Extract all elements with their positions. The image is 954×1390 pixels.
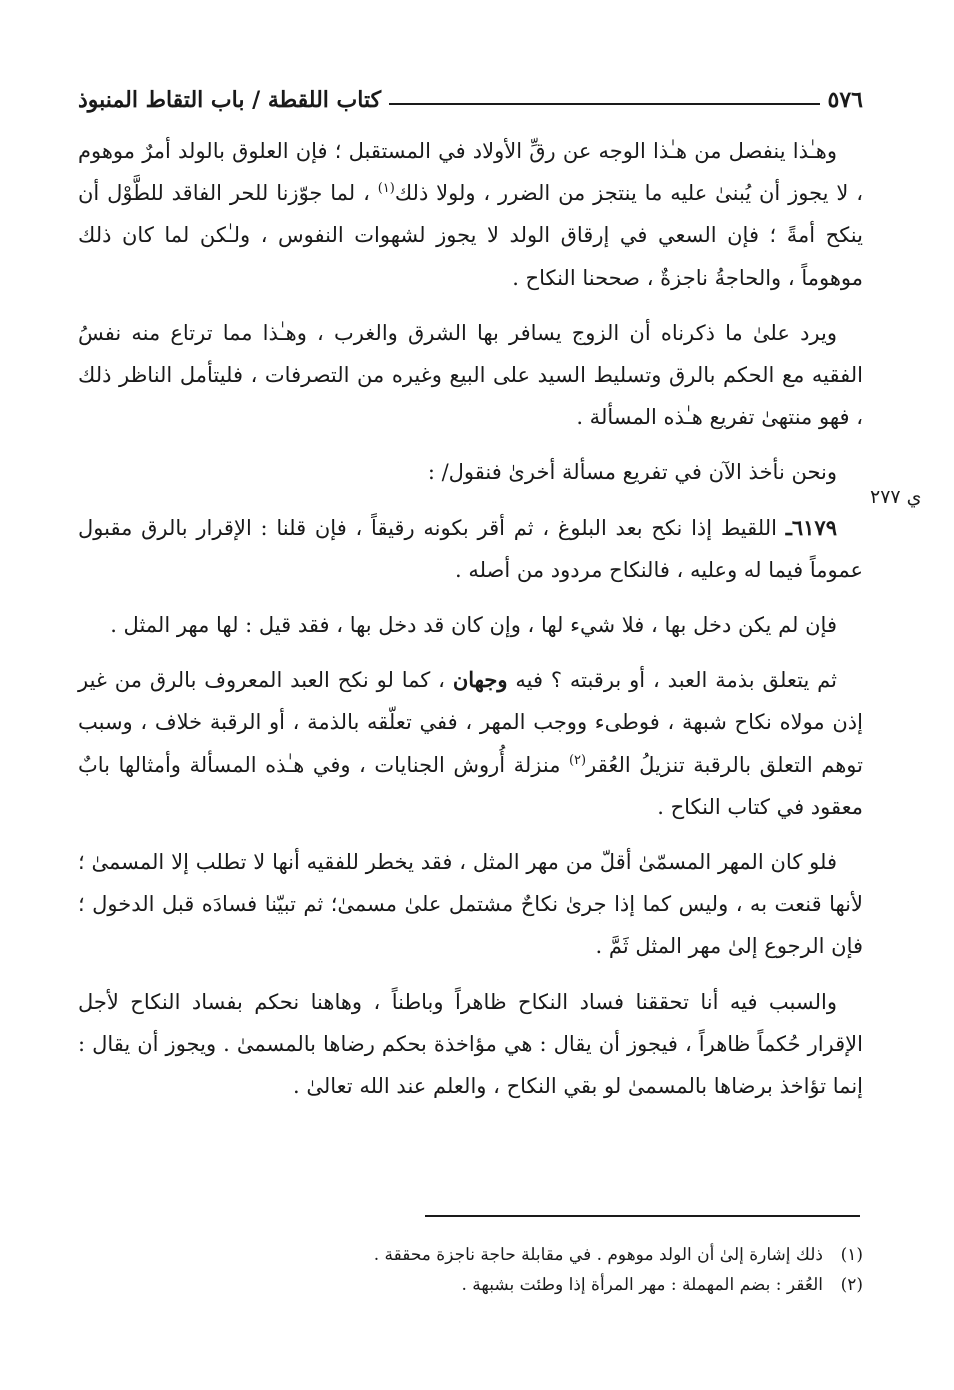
page-number: ٥٧٦ [827,87,863,113]
running-title: كتاب اللقطة / باب التقاط المنبوذ [78,87,382,113]
text-run: ويرد علىٰ ما ذكرناه أن الزوج يسافر بها الشرق والغرب ، وهـٰذا مما ترتاع منه نفسُ الفقيه مع الحكم بالرق وتسليط السيد على البيع وغيره من التصرفات ، فليتأمل الناظر ذلك ، فهو منتهىٰ تفريع هـٰذه المسألة . [78,320,863,430]
footnote-marker: (١) [377,181,395,197]
footnote [78,1270,863,1300]
footnote-separator [425,1215,860,1217]
issue-number: ٦١٧٩ـ [785,514,837,540]
paragraph [78,451,863,493]
paragraph [78,981,863,1108]
text-run: ، لما جوّزنا للحر الفاقد للطَّوْل أن ينكح أمةً ؛ فإن السعي في إرقاق الولد لا يجوز لشهوات النفوس ، ولـٰكن لما كان ذلك موهوماً ، والحاجةُ ناجزةٌ ، صححنا النكاح . [78,181,863,290]
paragraph [78,659,863,828]
text-run: والسبب فيه أنا تحققنا فساد النكاح ظاهراً وباطناً ، وهاهنا نحكم بفساد النكاح لأجل الإقرار حُكماً ظاهراً ، فيجوز أن يقال : هي مؤاخذة بحكم رضاها بالمسمىٰ . ويجوز أن يقال : إنما تؤاخذ برضاها بالمسمىٰ لو بقي النكاح ، والعلم عند الله تعالىٰ . [78,989,863,1099]
footnote-text: العُقر : بضم المهملة : مهر المرأة إذا وطئت بشبهة . [461,1275,823,1295]
paragraph [78,507,863,591]
footnote-number: (١) [840,1245,863,1265]
paragraph [78,841,863,968]
text-run: ثم يتعلق بذمة العبد ، أو برقبته ؟ فيه [507,668,837,693]
paragraph [78,604,863,646]
text-run: وهـٰذا ينفصل من هـٰذا الوجه عن رقِّ الأولاد في المستقبل ؛ فإن العلوق بالولد أمرٌ موهوم ، لا يجوز أن يُبنىٰ عليه ما ينتجز من الضرر ، ولولا ذلك [78,139,863,206]
paragraph [78,130,863,299]
footnote-marker: (٢) [568,752,587,768]
text-run: فإن لم يكن دخل بها ، فلا شيء لها ، وإن كان قد دخل بها ، فقد قيل : لها مهر المثل . [110,613,837,638]
footnote [78,1240,863,1270]
text-run: ونحن نأخذ الآن في تفريع مسألة أخرىٰ فنقول/ : [427,460,837,485]
footnote-text: ذلك إشارة إلىٰ أن الولد موهوم . في مقابلة حاجة ناجزة محققة . [373,1245,823,1265]
footnotes [78,1240,863,1300]
footnote-number: (٢) [840,1275,863,1295]
margin-page-reference: ي ٢٧٧ [870,486,922,508]
text-run: ، كما لو نكح العبد المعروف بالرق من غير إذن مولاه نكاح شبهة ، فوطىء ووجب المهر ، ففي تعلّقه بالذمة ، أو الرقبة خلاف ، وسبب توهم التعلق بالرقبة تنزيلُ العُقر [78,668,863,777]
text-run: اللقيط إذا نكح بعد البلوغ ، ثم أقر بكونه رقيقاً ، فإن قلنا : الإقرار بالرق مقبول عموماً فيما له وعليه ، فالنكاح مردود من أصله . [78,515,863,582]
text-run: منزلة أُروش الجنايات ، وفي هـٰذه المسألة وأمثالها بابٌ معقود في كتاب النكاح . [78,752,863,819]
running-header [78,80,863,120]
text-run: فلو كان المهر المسمّىٰ أقلّ من مهر المثل ، فقد يخطر للفقيه أنها لا تطلب إلا المسمىٰ ؛ لأنها قنعت به ، وليس كما إذا جرىٰ نكاحٌ مشتمل علىٰ مسمىٰ؛ ثم تبيّنا فسادَه قبل الدخول ؛ فإن الرجوع إلىٰ مهر المثل ثَمَّ . [78,850,863,959]
paragraph [78,312,863,439]
bold-term: وجهان [452,667,508,693]
header-rule [389,103,819,105]
main-text [78,130,863,1120]
